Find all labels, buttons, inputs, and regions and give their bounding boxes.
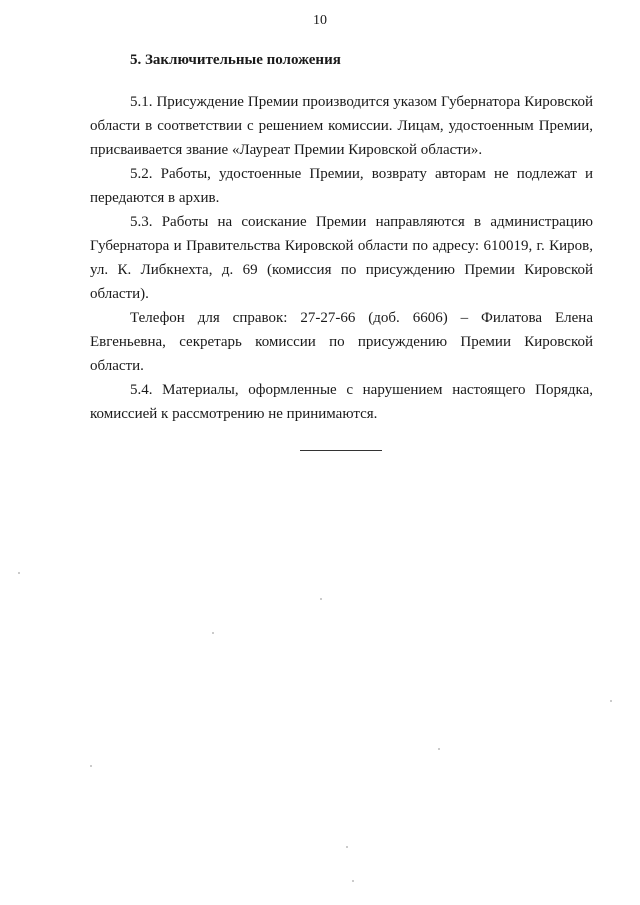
scan-speck bbox=[90, 765, 92, 767]
page-number: 10 bbox=[313, 13, 327, 28]
paragraph-contact-phone: Телефон для справок: 27-27-66 (доб. 6606) – Филатова Елена Евгеньевна, секретарь комиссии по присуждению Премии Кировской области. bbox=[90, 310, 593, 374]
scan-speck bbox=[320, 598, 322, 600]
scan-speck bbox=[438, 748, 440, 750]
scan-speck bbox=[212, 632, 214, 634]
scan-speck bbox=[352, 880, 354, 882]
end-of-text-rule bbox=[300, 450, 382, 451]
paragraph-5-3: 5.3. Работы на соискание Премии направляются в администрацию Губернатора и Правительства Кировской области по адресу: 610019, г. Киров, ул. К. Либкнехта, д. 69 (комиссия по присуждению Премии Кировской области). bbox=[90, 214, 593, 302]
scan-speck bbox=[18, 572, 20, 574]
document-body bbox=[90, 90, 593, 426]
paragraph-5-1: 5.1. Присуждение Премии производится указом Губернатора Кировской области в соответствии с решением комиссии. Лицам, удостоенным Премии, присваивается звание «Лауреат Премии Кировской области». bbox=[90, 94, 593, 158]
scan-speck bbox=[346, 846, 348, 848]
scan-speck bbox=[610, 700, 612, 702]
paragraph-5-2: 5.2. Работы, удостоенные Премии, возврату авторам не подлежат и передаются в архив. bbox=[90, 166, 593, 206]
paragraph-5-4: 5.4. Материалы, оформленные с нарушением настоящего Порядка, комиссией к рассмотрению не принимаются. bbox=[90, 382, 593, 422]
section-title: 5. Заключительные положения bbox=[130, 52, 341, 68]
